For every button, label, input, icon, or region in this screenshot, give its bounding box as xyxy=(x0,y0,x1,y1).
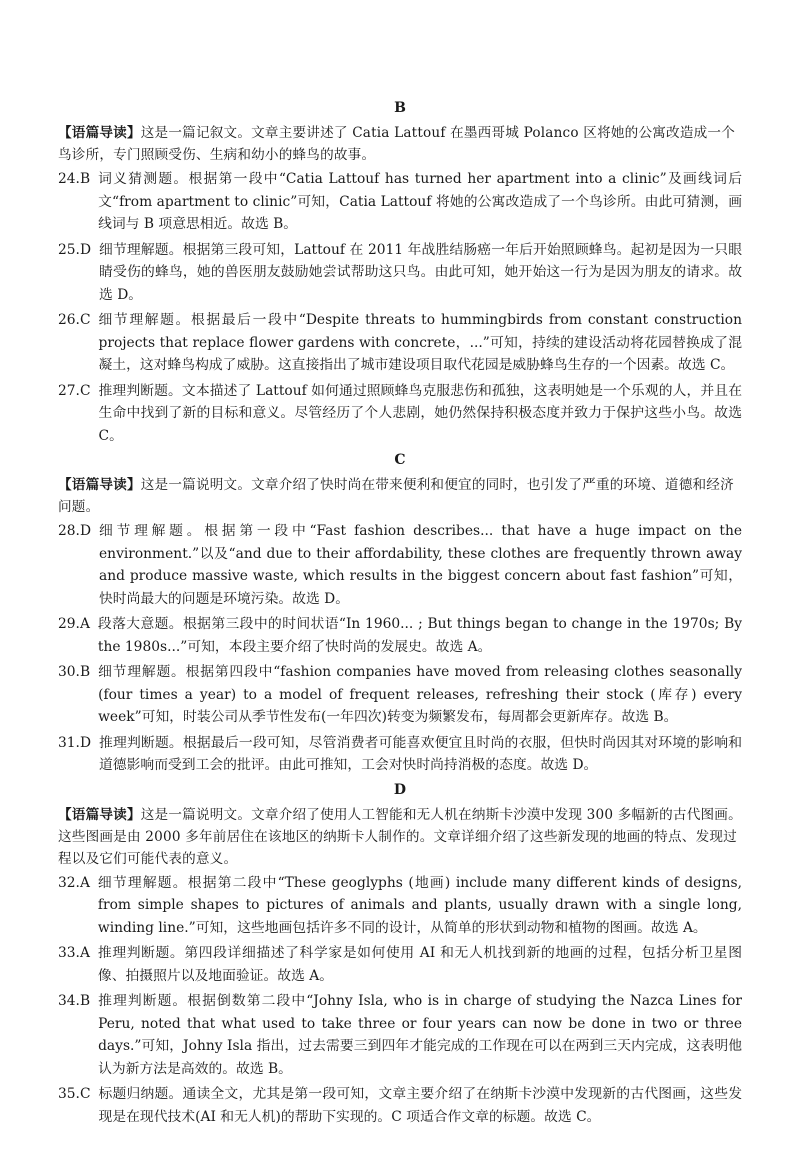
section-letter: D xyxy=(393,781,407,798)
answer-letter: A xyxy=(79,616,90,632)
explanation: 段落大意题。根据第三段中的时间状语“In 1960... ; But things began to change in the 1970s; By the 1980s...”可知，本段主要介绍了快时尚的发展史。故选 A。 xyxy=(97,616,742,655)
answer-letter: D xyxy=(79,734,92,751)
answer-item xyxy=(58,942,742,987)
answer-item xyxy=(58,872,742,940)
answer-item xyxy=(58,309,742,377)
answer-item xyxy=(58,239,742,307)
question-number: 24. xyxy=(58,171,80,187)
explanation: 细节理解题。根据第四段中“fashion companies have moved from releasing clothes seasonally (four times a year) to a model of frequent releases, refreshing their stock (库存) every week”可知，时装公司从季节性发布(一年四次)转变为频繁发布，每周都会更新库存。故选 B。 xyxy=(98,664,742,725)
guide-label: 【语篇导读】 xyxy=(58,477,141,493)
question-number: 34. xyxy=(58,993,80,1009)
passage-guide xyxy=(58,122,742,166)
question-number: 25. xyxy=(58,241,80,258)
question-number: 32. xyxy=(58,874,80,891)
answer-item xyxy=(58,661,742,729)
question-number: 35. xyxy=(58,1086,80,1102)
explanation: 推理判断题。第四段详细描述了科学家是如何使用 AI 和无人机找到新的地画的过程，包括分析卫星图像、拍摄照片以及地面验证。故选 A。 xyxy=(97,945,742,984)
answer-item xyxy=(58,380,742,448)
section-c xyxy=(58,450,742,777)
explanation: 细节理解题。根据第二段中“These geoglyphs (地画) include many different kinds of designs, from simple shapes to pictures of animals and plants, usually drawn with a single long, winding line.”可知，这些地画包括许多不同的设计，从简单的形状到动物和植物的图画。故选 A。 xyxy=(97,874,742,936)
answer-item xyxy=(58,990,742,1080)
explanation: 词义猜测题。根据第一段中“Catia Lattouf has turned her apartment into a clinic”及画线词后文“from apartment to clinic”可知，Catia Lattouf 将她的公寓改造成了一个鸟诊所。由此可猜测，画线词与 B 项意思相近。故选 B。 xyxy=(98,171,742,232)
section-d xyxy=(58,780,742,1129)
answer-letter: C xyxy=(79,312,91,328)
explanation: 细节理解题。根据第一段中“Fast fashion describes... that have a huge impact on the environment.”以及“and due to their affordability, these clothes are frequently thrown away and produce massive waste, which results in the biggest concern about fast fashion”可知，快时尚最大的问题是环境污染。故选 D。 xyxy=(99,523,742,607)
answer-letter: D xyxy=(79,523,92,539)
answer-letter: A xyxy=(79,874,90,891)
question-number: 33. xyxy=(58,945,80,961)
answer-letter: C xyxy=(79,382,91,399)
section-letter: C xyxy=(394,452,406,468)
answer-letter: D xyxy=(79,241,92,258)
explanation: 细节理解题。根据最后一段中“Despite threats to hummingbirds from constant construction projects that replace flower gardens with concrete，...”可知，持续的建设活动将花园替换成了混凝土，这对蜂鸟构成了威胁。这直接指出了城市建设项目取代花园是威胁蜂鸟生存的一个因素。故选 C。 xyxy=(98,312,742,373)
answer-letter: B xyxy=(79,171,91,187)
question-number: 28. xyxy=(58,523,80,539)
guide-label: 【语篇导读】 xyxy=(58,806,141,823)
question-number: 26. xyxy=(58,312,80,328)
answer-letter: B xyxy=(79,993,91,1009)
question-number: 27. xyxy=(58,382,80,399)
answer-letter: A xyxy=(79,945,90,961)
answer-item xyxy=(58,613,742,658)
explanation: 标题归纳题。通读全文，尤其是第一段可知，文章主要介绍了在纳斯卡沙漠中发现新的古代图画，这些发现是在现代技术(AI 和无人机)的帮助下实现的。C 项适合作文章的标题。故选 C。 xyxy=(98,1086,742,1125)
answer-item xyxy=(58,168,742,236)
explanation: 推理判断题。文本描述了 Lattouf 如何通过照顾蜂鸟克服悲伤和孤独，这表明她是一个乐观的人，并且在生命中找到了新的目标和意义。尽管经历了个人悲剧，她仍然保持积极态度并致力于保护这些小鸟。故选 C。 xyxy=(98,382,742,444)
passage-guide xyxy=(58,804,742,870)
guide-text: 这是一篇说明文。文章介绍了快时尚在带来便利和便宜的同时，也引发了严重的环境、道德和经济问题。 xyxy=(58,477,734,515)
section-b xyxy=(58,98,742,447)
question-number: 29. xyxy=(58,616,80,632)
explanation: 推理判断题。根据倒数第二段中“Johny Isla, who is in charge of studying the Nazca Lines for Peru, noted that what used to take three or four years can now be done in two or three days.”可知，Johny Isla 指出，过去需要三到四年才能完成的工作现在可以在两到三天内完成，这表明他认为新方法是高效的。故选 B。 xyxy=(98,993,742,1077)
question-number: 31. xyxy=(58,734,80,751)
guide-text: 这是一篇说明文。文章介绍了使用人工智能和无人机在纳斯卡沙漠中发现 300 多幅新的古代图画。这些图画是由 2000 多年前居住在该地区的纳斯卡人制作的。文章详细介绍了这些新发现的地画的特点、发现过程以及它们可能代表的意义。 xyxy=(58,806,742,867)
answer-item xyxy=(58,1083,742,1128)
explanation: 推理判断题。根据最后一段可知，尽管消费者可能喜欢便宜且时尚的衣服，但快时尚因其对环境的影响和道德影响而受到工会的批评。由此可推知，工会对快时尚持消极的态度。故选 D。 xyxy=(99,734,742,773)
answer-letter: B xyxy=(79,664,91,680)
answer-letter: C xyxy=(79,1086,91,1102)
question-number: 30. xyxy=(58,664,80,680)
answer-item xyxy=(58,732,742,777)
section-letter: B xyxy=(394,100,406,116)
explanation: 细节理解题。根据第三段可知，Lattouf 在 2011 年战胜结肠癌一年后开始照顾蜂鸟。起初是因为一只眼睛受伤的蜂鸟，她的兽医朋友鼓励她尝试帮助这只鸟。由此可知，她开始这一行为是因为朋友的请求。故选 D。 xyxy=(99,241,742,303)
passage-guide xyxy=(58,474,742,518)
answer-item xyxy=(58,520,742,610)
guide-label: 【语篇导读】 xyxy=(58,125,141,141)
guide-text: 这是一篇记叙文。文章主要讲述了 Catia Lattouf 在墨西哥城 Polanco 区将她的公寓改造成一个鸟诊所，专门照顾受伤、生病和幼小的蜂鸟的故事。 xyxy=(58,125,736,163)
